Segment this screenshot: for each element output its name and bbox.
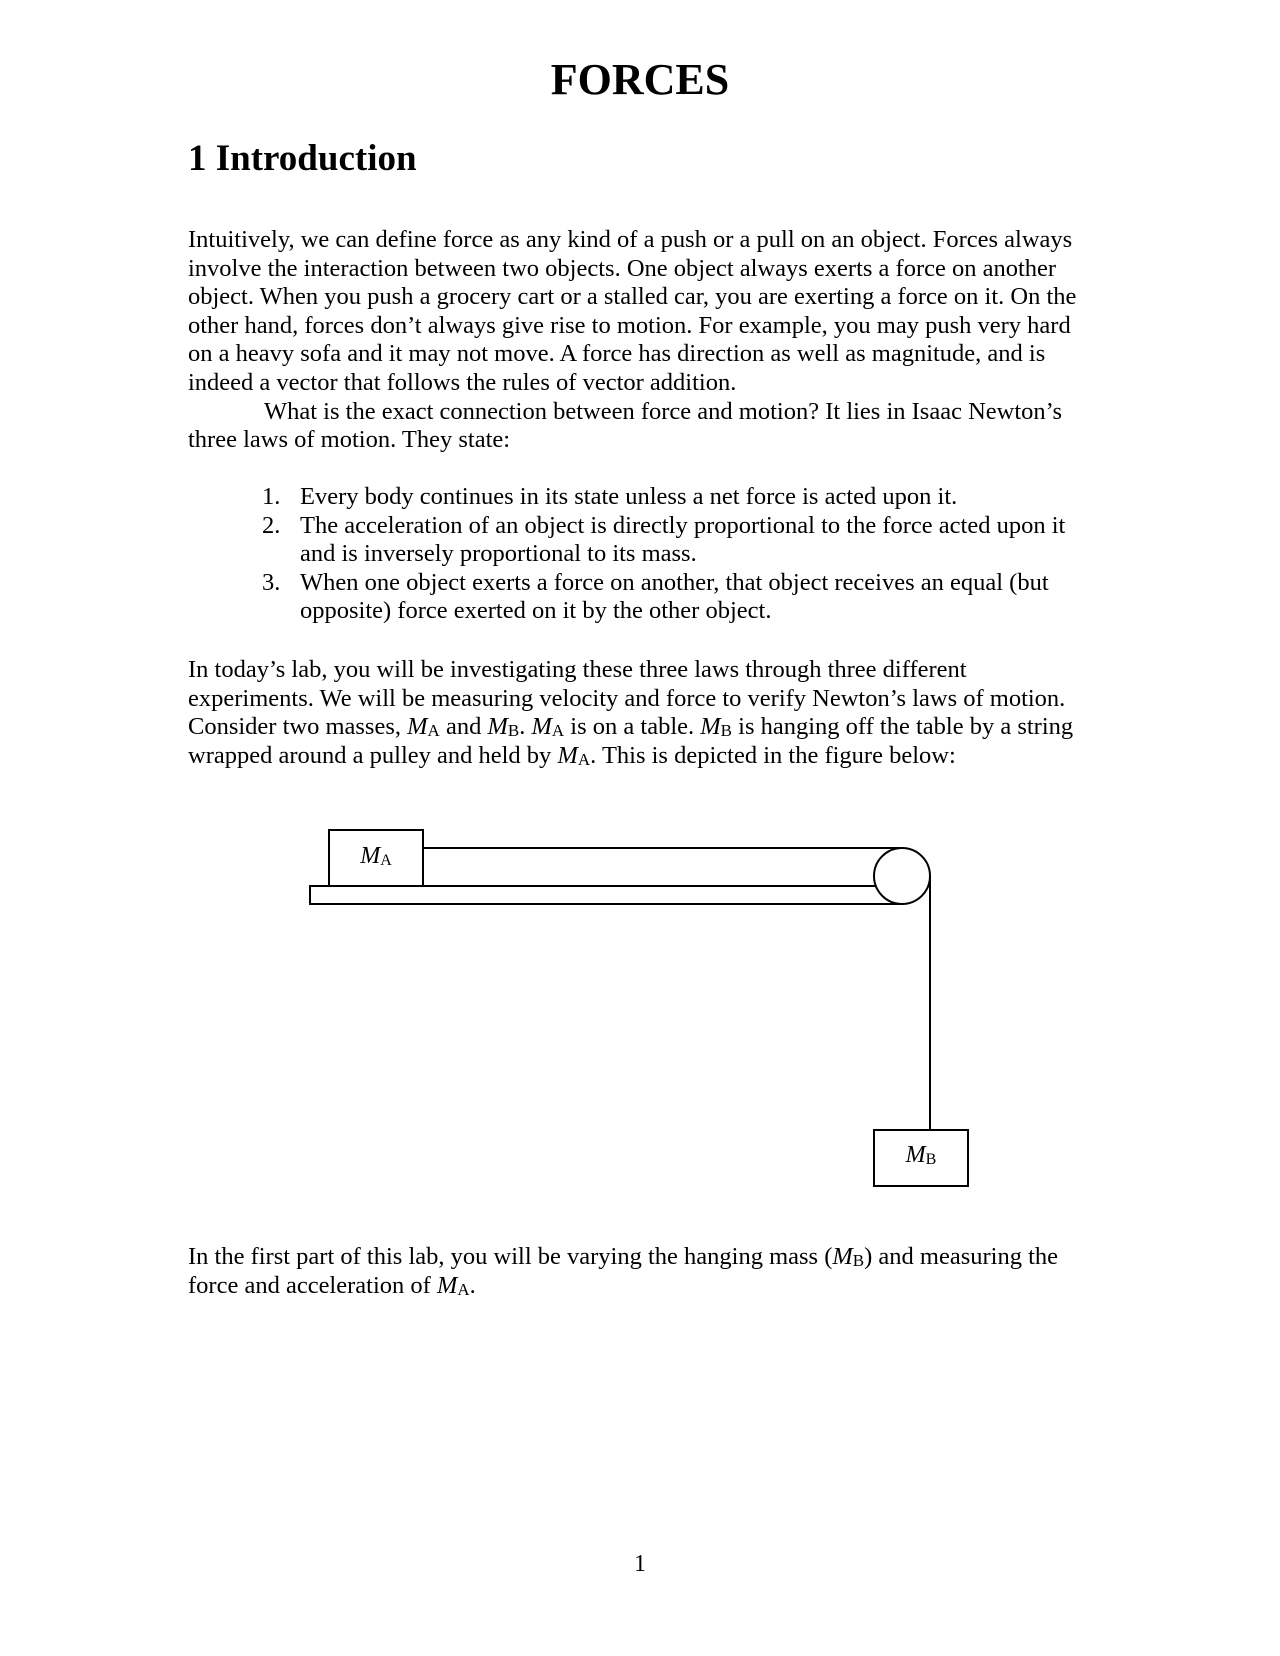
text-run: is hanging off the table by a string wrapped around a pulley and held by	[188, 713, 1074, 769]
lab-text	[188, 656, 1098, 770]
law-number: 1.	[262, 483, 281, 510]
mass-symbol: M	[557, 741, 578, 769]
newtons-laws-list	[262, 483, 1098, 626]
text-run: Consider two masses,	[188, 713, 408, 741]
mass-subscript: B	[507, 721, 520, 741]
mass-symbol: M	[531, 713, 552, 741]
text-run: .	[519, 713, 532, 741]
law-item	[262, 569, 1098, 626]
connection-paragraph: What is the exact connection between force and motion? It lies in Isaac Newton’s three laws of motion. They state:	[188, 397, 1062, 454]
first-part-text	[188, 1243, 1098, 1300]
first-part-paragraph	[188, 1243, 1098, 1300]
law-text: The acceleration of an object is directly proportional to the force acted upon it and is inversely proportional to its mass.	[300, 511, 1066, 568]
lab-paragraph: In today’s lab, you will be investigating these three laws through three different experiments. We will be measuring velocity and force to verify Newton’s laws of motion.	[188, 656, 1066, 712]
law-number: 3.	[262, 568, 281, 596]
mass-symbol: M	[407, 713, 428, 741]
mass-a-symbol: M	[360, 843, 381, 869]
text-run: and	[439, 713, 488, 741]
law-text: When one object exerts a force on another, that object receives an equal (but opposite) force exerted on it by the other object.	[300, 568, 1049, 625]
intro-text	[188, 226, 1098, 455]
mass-symbol: M	[436, 1271, 458, 1299]
text-run: ) and measuring the force and acceleration of	[188, 1243, 1059, 1299]
mass-a-label	[329, 842, 423, 870]
law-number: 2.	[262, 511, 281, 539]
mass-b-label	[874, 1141, 968, 1169]
masses-paragraph	[188, 713, 1098, 770]
mass-b-symbol: M	[905, 1142, 926, 1168]
table-surface	[310, 886, 902, 904]
section-heading: 1 Introduction	[188, 138, 417, 179]
law-item	[262, 483, 1098, 512]
mass-symbol: M	[832, 1243, 853, 1270]
mass-symbol: M	[487, 713, 508, 741]
mass-subscript: A	[577, 749, 591, 769]
law-text: Every body continues in its state unless a net force is acted upon it.	[300, 483, 958, 510]
text-run: . This is depicted in the figure below:	[590, 741, 956, 769]
intro-paragraph: Intuitively, we can define force as any kind of a push or a pull on an object. Forces always involve the interaction between two objects. One object always exerts a force on another object. When you push a grocery cart or a stalled car, you are exerting a force on it. On the other hand, forces don’t always give rise to motion. For example, you may push very hard on a heavy sofa and it may not move. A force has direction as well as magnitude, and is indeed a vector that follows the rules of vector addition.	[188, 226, 1077, 396]
page-number: 1	[634, 1551, 646, 1577]
mass-subscript: B	[720, 721, 733, 741]
text-run: is on a table.	[564, 713, 701, 741]
law-item	[262, 512, 1098, 569]
text-run: In the first part of this lab, you will be varying the hanging mass (	[188, 1243, 833, 1270]
mass-subscript: B	[852, 1251, 865, 1270]
document-title: FORCES	[550, 55, 730, 104]
mass-a-subscript: A	[380, 852, 392, 869]
mass-subscript: A	[551, 721, 565, 741]
mass-b-subscript: B	[925, 1151, 937, 1168]
text-run: .	[469, 1271, 476, 1299]
mass-subscript: A	[457, 1279, 470, 1299]
pulley-wheel	[874, 848, 930, 904]
mass-subscript: A	[427, 721, 440, 741]
mass-symbol: M	[700, 713, 721, 741]
